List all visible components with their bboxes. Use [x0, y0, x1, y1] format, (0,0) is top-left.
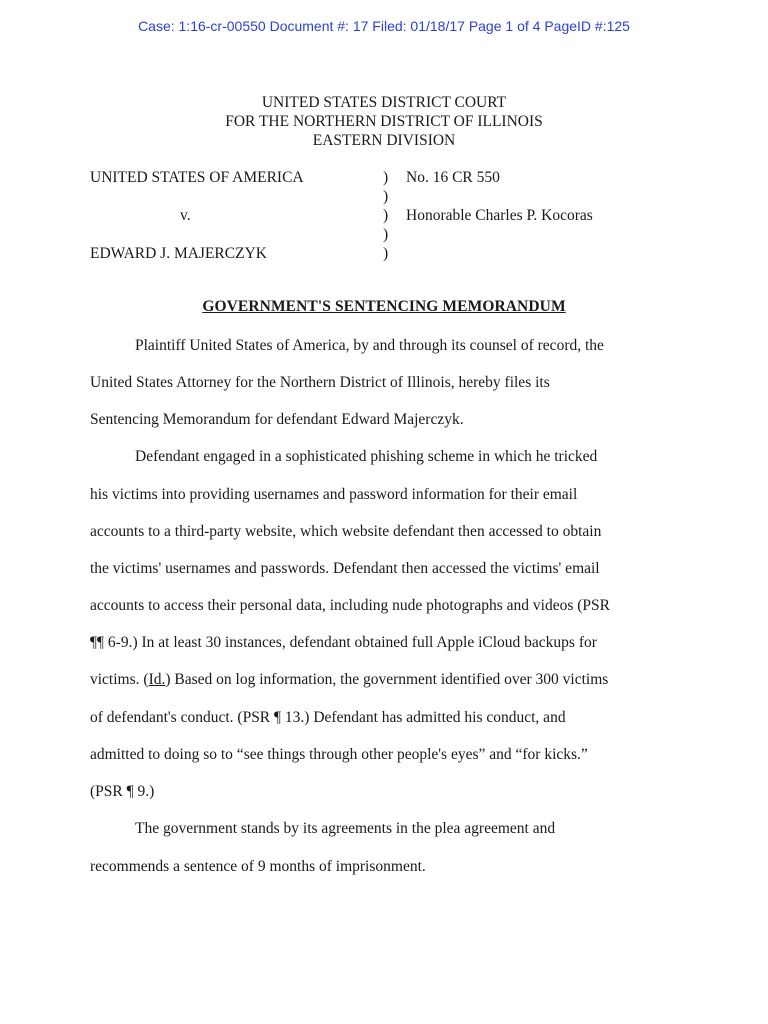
paragraph-line: United States Attorney for the Northern District of Illinois, hereby files its	[90, 374, 550, 391]
caption-row	[90, 225, 690, 244]
paragraph-line: of defendant's conduct. (PSR ¶ 13.) Defendant has admitted his conduct, and	[90, 709, 566, 726]
plaintiff-name: UNITED STATES OF AMERICA	[90, 169, 304, 186]
versus-label: v.	[180, 207, 191, 224]
case-header: Case: 1:16-cr-00550 Document #: 17 Filed: 01/18/17 Page 1 of 4 PageID #:125	[138, 18, 630, 34]
caption-row	[90, 244, 690, 263]
caption-paren: )	[383, 169, 389, 186]
paragraph-line: Defendant engaged in a sophisticated phishing scheme in which he tricked	[135, 448, 598, 465]
court-division-line: EASTERN DIVISION	[312, 132, 456, 149]
paragraph-line: ¶¶ 6-9.) In at least 30 instances, defendant obtained full Apple iCloud backups for	[90, 634, 597, 651]
paragraph-line: admitted to doing so to “see things through other people's eyes” and “for kicks.”	[90, 746, 588, 763]
judge-name: Honorable Charles P. Kocoras	[406, 207, 593, 224]
paragraph-line: Sentencing Memorandum for defendant Edward Majerczyk.	[90, 411, 464, 428]
paragraph-line: accounts to access their personal data, including nude photographs and videos (PSR	[90, 597, 610, 614]
paragraph-line	[90, 671, 608, 689]
citation-rest: ) Based on log information, the government identified over 300 victims	[165, 671, 609, 688]
court-district-line: FOR THE NORTHERN DISTRICT OF ILLINOIS	[225, 113, 543, 130]
memorandum-title: GOVERNMENT'S SENTENCING MEMORANDUM	[202, 298, 566, 315]
caption-paren: )	[383, 207, 389, 224]
caption-row	[90, 187, 690, 206]
citation-open: victims. (	[90, 671, 149, 688]
case-caption	[90, 168, 690, 263]
caption-row	[90, 168, 690, 187]
court-name-line: UNITED STATES DISTRICT COURT	[261, 94, 507, 111]
caption-paren: )	[383, 226, 389, 243]
caption-paren: )	[383, 245, 389, 262]
paragraph-line: recommends a sentence of 9 months of imprisonment.	[90, 858, 426, 875]
paragraph-line: his victims into providing usernames and password information for their email	[90, 486, 578, 503]
paragraph-line: accounts to a third-party website, which website defendant then accessed to obtain	[90, 523, 602, 540]
defendant-name: EDWARD J. MAJERCZYK	[90, 245, 267, 262]
paragraph-line: The government stands by its agreements in the plea agreement and	[135, 820, 556, 837]
citation-id: Id.	[148, 671, 166, 688]
caption-row	[90, 206, 690, 225]
caption-paren: )	[383, 188, 389, 205]
paragraph-line: Plaintiff United States of America, by and through its counsel of record, the	[135, 337, 604, 354]
case-number: No. 16 CR 550	[406, 169, 500, 186]
paragraph-line: the victims' usernames and passwords. Defendant then accessed the victims' email	[90, 560, 600, 577]
paragraph-line: (PSR ¶ 9.)	[90, 783, 155, 800]
court-heading	[0, 93, 768, 150]
